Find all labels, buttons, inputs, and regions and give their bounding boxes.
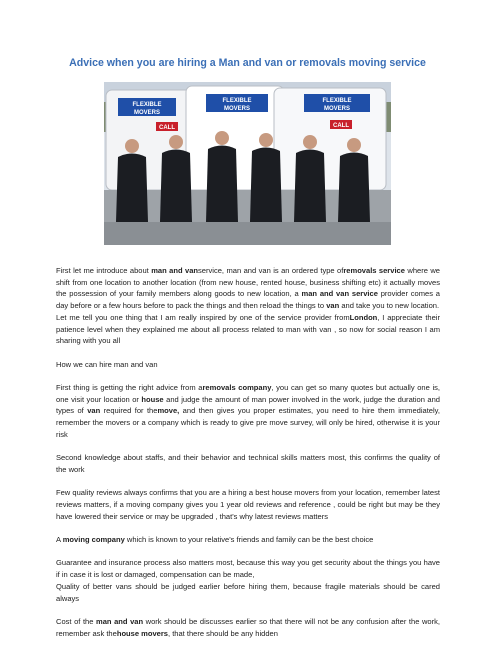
- bold-text: van: [87, 406, 101, 416]
- text-run: where we shift from one location to another location (from new house, rented house, business shifting etc) it actually moves the possession of your family members along goods to new location, a: [56, 266, 441, 299]
- text-run: A: [56, 535, 63, 545]
- svg-text:MOVERS: MOVERS: [133, 110, 161, 116]
- paragraph: [56, 265, 440, 312]
- bold-text: move,: [157, 406, 180, 416]
- van-logo: [118, 98, 176, 116]
- team-photo-illustration: [104, 82, 391, 245]
- paragraph: [56, 616, 440, 639]
- text-run: provider comes a day before or a few hours before to pack the things and then reload the things to: [56, 289, 440, 311]
- text-run: Let me tell you one thing that I am really inspired by one of the service provider from: [56, 312, 350, 322]
- text-run: and judge the amount of man power involved in the work, judge the duration and types of: [56, 394, 441, 416]
- text-run: Guarantee and insurance process also matters most, because this way you get security about the things you have if in case it is lost or damaged, compensation can be made,: [56, 558, 440, 580]
- svg-text:FLEXIBLE: FLEXIBLE: [132, 102, 162, 108]
- bold-text: man and van service: [301, 289, 378, 299]
- text-run: Second knowledge about staffs, and their behavior and technical skills matters most, this confirms the quality of the work: [56, 453, 440, 474]
- paragraph: [56, 312, 440, 347]
- bold-text: London: [349, 312, 378, 322]
- text-run: , I appreciate their patience level when they explained me about all process related to man with van , so now for social reason I am sharing with you all: [56, 312, 440, 346]
- paragraph: [56, 534, 440, 546]
- bold-text: house movers: [116, 628, 168, 638]
- text-run: required for the: [100, 406, 158, 416]
- paragraph: [56, 487, 440, 522]
- text-run: Few quality reviews always confirms that you are a hiring a best house movers from your location, remember latest reviews matters, if a moving company gives you 1 year old reviews and reference , could be right but may be they have lowered their service or may be upgraded , that's why latest reviews matters: [56, 488, 440, 521]
- paragraph: [56, 452, 440, 475]
- bold-text: removals company: [202, 383, 272, 392]
- text-run: Cost of the: [56, 616, 96, 626]
- van-call-badge: CALL: [333, 123, 349, 129]
- text-run: , that there should be any hidden: [168, 628, 278, 638]
- text-run: and then gives you proper estimates, you need to hire them immediately, remember the movers or a company which is ready to give pre move survey, will only be hired, otherwise it is your risk: [56, 406, 440, 439]
- paragraph: [56, 359, 440, 371]
- bold-text: removals service: [343, 266, 405, 275]
- text-run: Quality of better vans should be judged earlier before hiring them, because fragile materials should be cared always: [56, 581, 440, 603]
- text-run: service, man and van is an ordered type of: [198, 266, 344, 275]
- bold-text: house: [141, 394, 164, 404]
- text-run: How we can hire man and van: [56, 359, 158, 369]
- text-run: work should be discusses earlier so that there will not be any confusion after the work, remember ask the: [56, 616, 441, 638]
- van-call-badge: CALL: [159, 125, 175, 131]
- document-body: [56, 265, 440, 651]
- team-photo: [104, 82, 391, 245]
- bold-text: moving company: [62, 535, 125, 545]
- text-run: which is known to your relative's friends and family can be the best choice: [124, 535, 374, 545]
- svg-text:FLEXIBLE: FLEXIBLE: [322, 98, 352, 104]
- document-title: Advice when you are hiring a Man and van or removals moving service: [69, 57, 426, 69]
- text-run: First thing is getting the right advice from a: [56, 383, 203, 392]
- svg-text:MOVERS: MOVERS: [223, 106, 251, 112]
- paragraph: [56, 382, 440, 441]
- van-logo: [304, 94, 370, 112]
- bold-text: van: [326, 301, 340, 311]
- text-run: and take you to new location.: [339, 301, 440, 311]
- paragraph: [56, 581, 440, 604]
- svg-text:MOVERS: MOVERS: [323, 106, 351, 112]
- bold-text: man and van: [96, 616, 144, 626]
- van-logo: [206, 94, 268, 112]
- svg-text:FLEXIBLE: FLEXIBLE: [222, 98, 252, 104]
- text-run: , you can get so many quotes but actually one is, one visit your location or: [56, 383, 440, 404]
- paragraph: [56, 557, 440, 580]
- text-run: First let me introduce about: [56, 266, 152, 275]
- bold-text: man and van: [151, 266, 199, 275]
